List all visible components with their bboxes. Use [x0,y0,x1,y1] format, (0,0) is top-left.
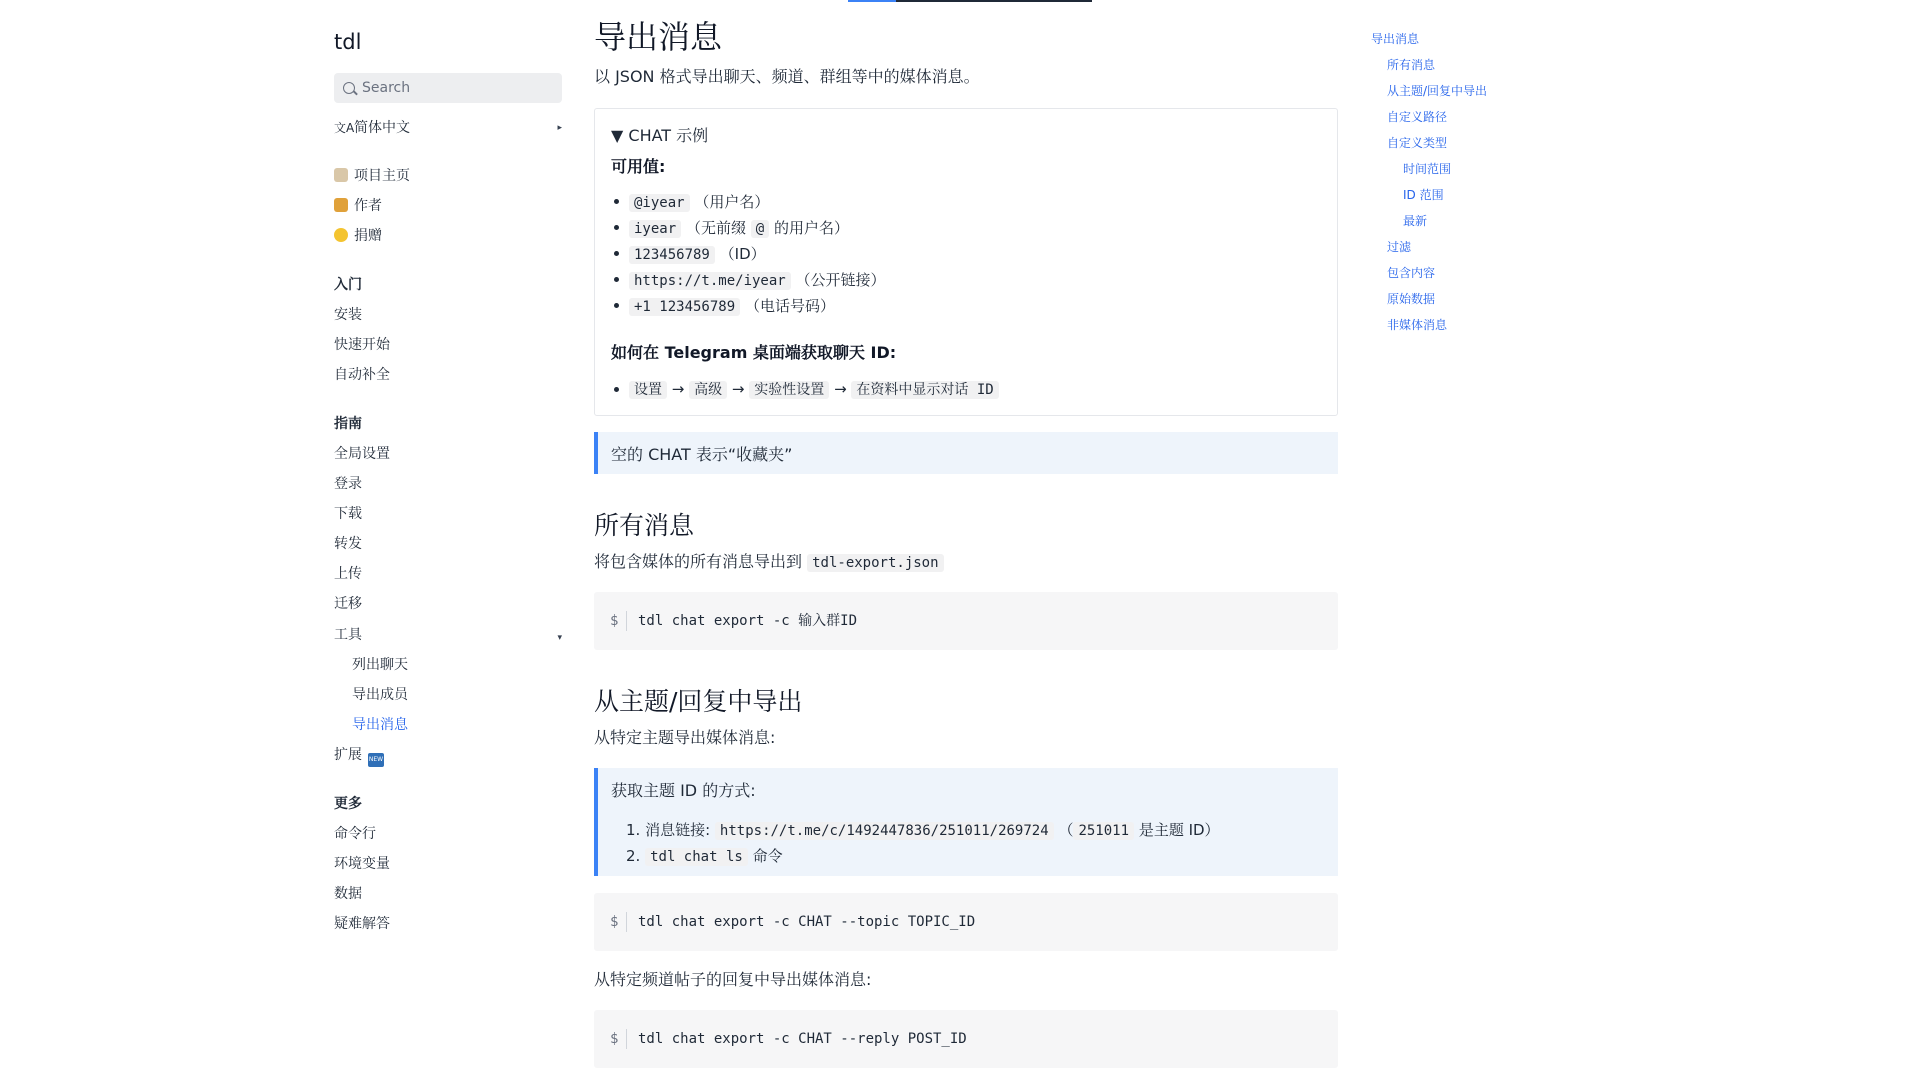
inline-code: https://t.me/iyear [629,272,791,290]
toc-link[interactable]: 最新 [1403,214,1428,228]
section-title-all-messages: 所有消息 [594,511,695,540]
sidebar-item-quickstart[interactable]: 快速开始 [334,337,390,353]
sidebar-item-export-messages[interactable]: 导出消息 [352,717,408,733]
code-block[interactable] [594,1010,1338,1068]
inline-code: 设置 [629,381,667,399]
prompt-symbol: $ [610,611,627,631]
person-icon [334,198,348,212]
inline-code: 实验性设置 [749,381,829,399]
sidebar-item-login[interactable]: 登录 [334,476,362,492]
inline-code: @iyear [629,194,690,212]
inline-code: tdl chat ls [645,848,748,866]
howto-title: 如何在 Telegram 桌面端获取聊天 ID: [611,343,897,362]
list-item-text: （ [1058,821,1074,839]
sidebar-item-install[interactable]: 安装 [334,307,362,323]
list-item [626,845,783,866]
translate-icon: 文A [334,121,355,135]
list-item-note: （用户名） [694,193,770,211]
sidebar-item-export-members[interactable]: 导出成员 [352,687,408,703]
section-desc-text: 将包含媒体的所有消息导出到 [594,552,803,571]
section-desc-reply: 从特定频道帖子的回复中导出媒体消息: [594,970,872,989]
sidebar-item-global-config[interactable]: 全局设置 [334,446,390,462]
inline-code: https://t.me/c/1492447836/251011/269724 [715,822,1054,840]
sidebar-item-home[interactable] [334,167,410,185]
list-item-note: （无前缀 [685,219,746,237]
sidebar-item-upload[interactable]: 上传 [334,566,362,582]
chevron-down-icon: ▾ [557,633,562,643]
toc-link[interactable]: 导出消息 [1371,32,1420,46]
list-item-text: 命令 [752,847,783,865]
sidebar-item-troubleshooting[interactable]: 疑难解答 [334,916,390,932]
code-command: tdl chat export -c 输入群ID [638,613,858,629]
list-item-text: 是主题 ID） [1138,821,1220,839]
inline-code: 251011 [1073,822,1134,840]
language-label: 简体中文 [354,120,410,136]
list-item-note: （公开链接） [795,271,886,289]
arrow-icon: → [671,380,685,398]
section-desc-topic: 从特定主题导出媒体消息: [594,728,776,747]
inline-code: 在资料中显示对话 ID [851,381,998,399]
sidebar-heading-guide: 指南 [334,416,362,432]
list-item [629,191,769,212]
search-icon [343,82,355,94]
search-placeholder: Search [362,80,411,96]
inline-code: tdl-export.json [807,554,943,572]
toc-link[interactable]: 所有消息 [1387,58,1436,72]
list-item-note: （ID） [719,245,766,263]
inline-code: iyear [629,220,681,238]
code-block[interactable] [594,893,1338,951]
sidebar-item-cli[interactable]: 命令行 [334,826,376,842]
sidebar-item-label: 项目主页 [354,168,410,184]
toc-link[interactable]: 过滤 [1387,240,1412,254]
toc-link[interactable]: 时间范围 [1403,162,1452,176]
sidebar-item-tools[interactable] [334,626,562,644]
sidebar-item-label: 工具 [334,627,362,643]
sparkle-icon [334,228,348,242]
inline-code: @ [751,220,769,238]
language-switcher[interactable] [334,119,562,137]
list-item [629,379,999,399]
sidebar-item-chat-list[interactable]: 列出聊天 [352,657,408,673]
sidebar-item-forward[interactable]: 转发 [334,536,362,552]
callout-empty-chat [594,432,1338,474]
inline-code: +1 123456789 [629,298,740,316]
chat-examples-details [594,108,1338,416]
chevron-right-icon: ▸ [557,123,562,133]
sidebar-item-data[interactable]: 数据 [334,886,362,902]
sidebar-item-download[interactable]: 下载 [334,506,362,522]
page-title: 导出消息 [594,18,723,56]
sidebar-item-completion[interactable]: 自动补全 [334,367,390,383]
sidebar-item-author[interactable] [334,197,382,215]
list-item [626,819,1220,840]
list-item-text: 1. 消息链接: [626,821,711,839]
code-block[interactable] [594,592,1338,650]
available-values-title: 可用值: [611,157,666,176]
top-progress-accent [848,0,896,2]
sidebar-heading-more: 更多 [334,796,362,812]
sidebar [334,0,564,1080]
inline-code: 123456789 [629,246,715,264]
list-item-note: （电话号码） [744,297,835,315]
list-item [629,269,886,290]
details-summary[interactable]: ▼ CHAT 示例 [611,126,709,145]
new-badge-icon: NEW [368,753,384,767]
callout-topic-id [594,768,1338,876]
toc-link[interactable]: 自定义类型 [1387,136,1448,150]
callout-title: 获取主题 ID 的方式: [611,781,756,800]
toc-link[interactable]: 从主题/回复中导出 [1387,84,1488,98]
list-item [629,217,849,238]
code-command: tdl chat export -c CHAT --reply POST_ID [638,1031,967,1047]
arrow-icon: → [834,380,847,398]
toc-link[interactable]: 包含内容 [1387,266,1436,280]
section-desc-all-messages [594,551,944,574]
site-brand[interactable]: tdl [334,30,362,54]
sidebar-item-label: 扩展 [334,747,362,763]
prompt-symbol: $ [610,1029,627,1049]
list-item [629,243,766,264]
toc-link[interactable]: 非媒体消息 [1387,318,1448,332]
toc-link[interactable]: 原始数据 [1387,292,1436,306]
sidebar-item-extensions[interactable] [334,746,384,767]
code-command: tdl chat export -c CHAT --topic TOPIC_ID [638,914,976,930]
callout-text: 空的 CHAT 表示“收藏夹” [611,445,793,464]
inline-code: 高级 [689,381,727,399]
toc-link[interactable]: 自定义路径 [1387,110,1448,124]
sidebar-item-env[interactable]: 环境变量 [334,856,390,872]
arrow-icon: → [731,380,745,398]
sidebar-heading-getting-started: 入门 [334,277,362,293]
toc-link[interactable]: ID 范围 [1403,188,1444,202]
list-item-text: 2. [626,847,641,865]
page-intro: 以 JSON 格式导出聊天、频道、群组等中的媒体消息。 [594,67,980,86]
prompt-symbol: $ [610,912,627,932]
sidebar-item-label: 捐赠 [354,228,382,244]
sidebar-item-label: 作者 [354,198,382,214]
sidebar-item-donate[interactable] [334,227,382,245]
list-item-note: 的用户名） [773,219,849,237]
search-input[interactable] [334,73,562,103]
section-title-topic: 从主题/回复中导出 [594,687,803,716]
sidebar-item-migrate[interactable]: 迁移 [334,596,362,612]
list-item [629,295,835,316]
tag-icon [334,168,348,182]
